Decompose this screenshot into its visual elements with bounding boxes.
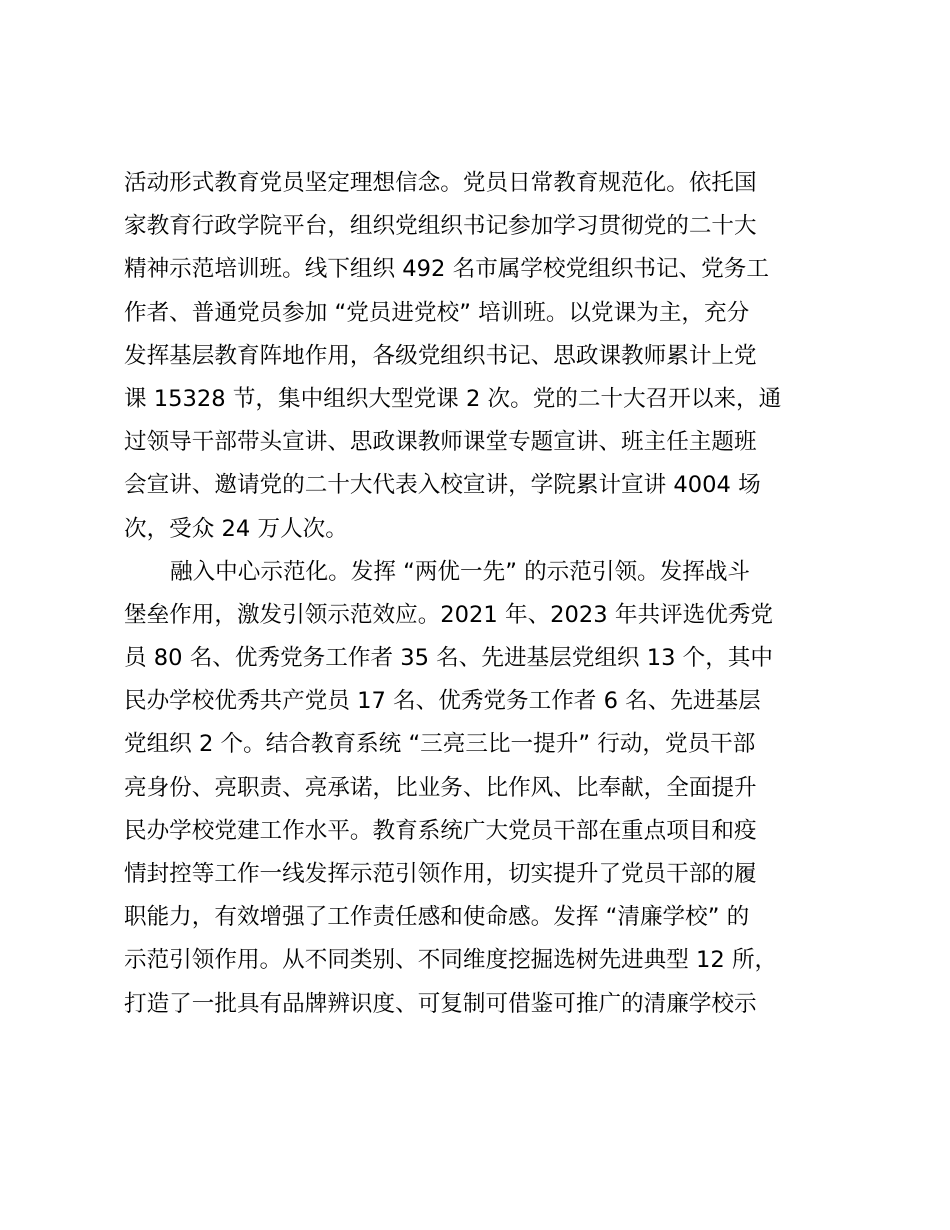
text-line: 亮身份、亮职责、亮承诺，比业务、比作风、比奉献，全面提升 [124,774,757,801]
text-line: 情封控等工作一线发挥示范引领作用，切实提升了党员干部的履 [124,861,757,887]
document-body [124,162,836,1026]
text-line: 课 15328 节，集中组织大型党课 2 次。党的二十大召开以来，通 [124,385,782,412]
text-line: 过领导干部带头宣讲、思政课教师课堂专题宣讲、班主任主题班 [124,429,757,456]
text-line: 民办学校党建工作水平。教育系统广大党员干部在重点项目和疫 [124,817,757,844]
text-line: 职能力，有效增强了工作责任感和使命感。发挥 “清廉学校” 的 [124,904,750,931]
text-line: 活动形式教育党员坚定理想信念。党员日常教育规范化。依托国 [124,170,757,196]
text-line: 堡垒作用，激发引领示范效应。2021 年、2023 年共评选优秀党 [124,601,774,628]
text-line: 示范引领作用。从不同类别、不同维度挖掘选树先进典型 12 所， [124,947,778,974]
text-line: 融入中心示范化。发挥 “两优一先” 的示范引领。发挥战斗 [170,558,751,585]
paragraph-2 [124,551,836,1026]
text-line: 民办学校优秀共产党员 17 名、优秀党务工作者 6 名、先进基层 [124,688,761,715]
text-line: 发挥基层教育阵地作用，各级党组织书记、思政课教师累计上党 [124,342,757,369]
text-line: 次，受众 24 万人次。 [124,515,348,542]
text-line: 精神示范培训班。线下组织 492 名市属学校党组织书记、党务工 [124,256,769,283]
text-line: 会宣讲、邀请党的二十大代表入校宣讲，学院累计宣讲 4004 场 [124,472,761,499]
text-line: 员 80 名、优秀党务工作者 35 名、先进基层党组织 13 个，其中 [124,645,773,672]
text-line: 家教育行政学院平台，组织党组织书记参加学习贯彻党的二十大 [124,213,757,240]
paragraph-1 [124,162,836,551]
text-line: 作者、普通党员参加 “党员进党校” 培训班。以党课为主，充分 [124,299,750,326]
text-line: 打造了一批具有品牌辨识度、可复制可借鉴可推广的清廉学校示 [124,990,757,1017]
text-line: 党组织 2 个。结合教育系统 “三亮三比一提升” 行动，党员干部 [124,731,756,758]
